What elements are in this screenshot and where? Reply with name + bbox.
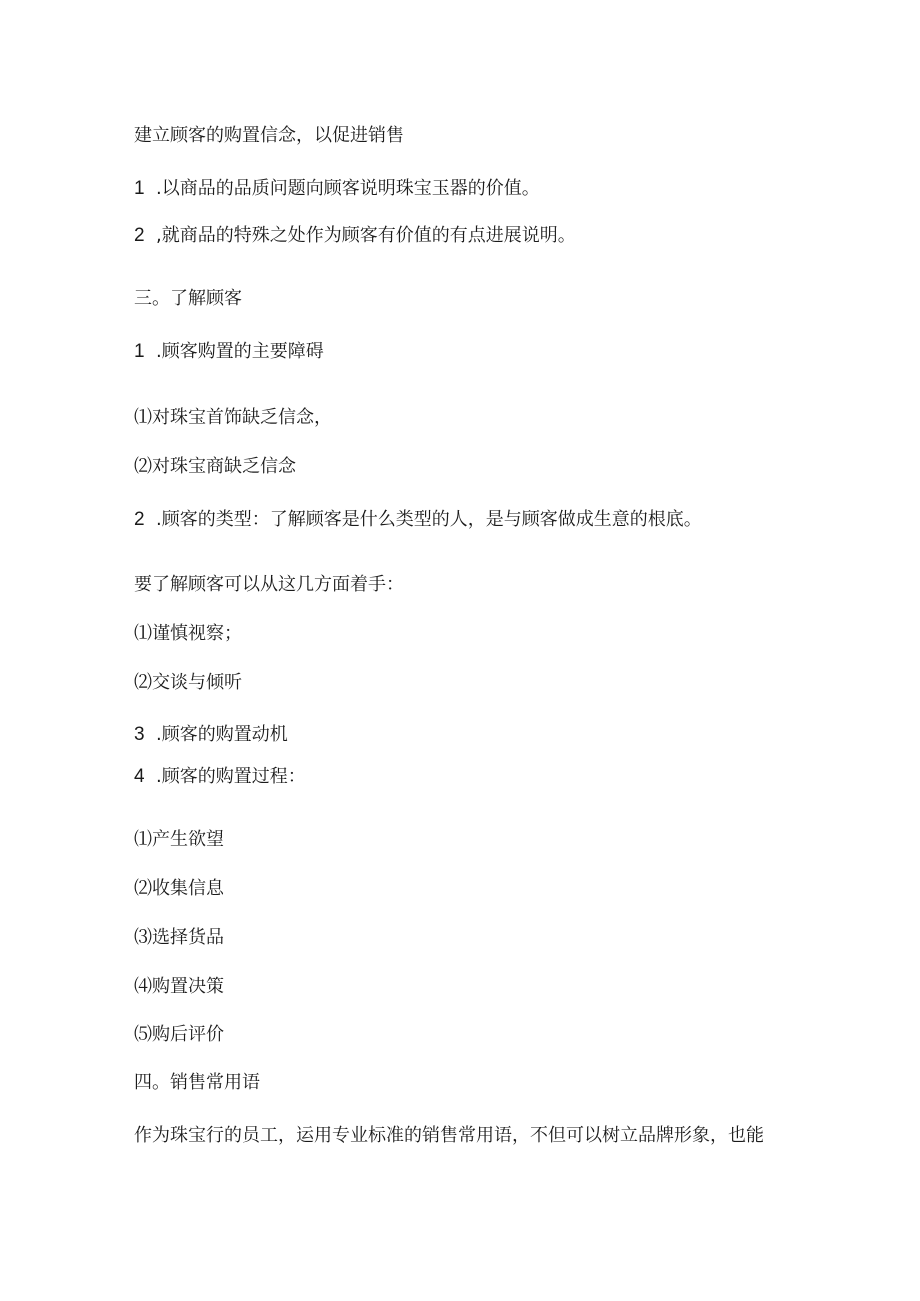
paragraph-purchase-confidence bbox=[134, 124, 404, 148]
paragraph-text: 作为珠宝行的员工，运用专业标准的销售常用语，不但可以树立品牌形象，也能 bbox=[134, 1125, 764, 1146]
section-heading-know-customer bbox=[134, 287, 242, 311]
list-number: 2 bbox=[134, 225, 145, 246]
paragraph-text: 建立顾客的购置信念，以促进销售 bbox=[134, 125, 404, 146]
sub-item-jewelry-confidence bbox=[134, 406, 332, 430]
list-item-special-features bbox=[134, 224, 576, 248]
paragraph-approaches bbox=[134, 573, 404, 597]
list-separator: . bbox=[156, 509, 162, 530]
sub-item-text: ⑶选择货品 bbox=[134, 927, 224, 948]
sub-item-text: ⑸购后评价 bbox=[134, 1024, 224, 1045]
sub-item-desire bbox=[134, 828, 224, 852]
list-text: 顾客购置的主要障碍 bbox=[161, 341, 324, 362]
list-item-quality bbox=[134, 177, 540, 201]
sub-item-text: ⑷购置决策 bbox=[134, 976, 224, 997]
sub-item-collect-info bbox=[134, 877, 224, 901]
heading-text: 四。销售常用语 bbox=[134, 1072, 260, 1093]
list-item-purchase-process bbox=[134, 765, 306, 789]
sub-item-text: ⑴谨慎视察； bbox=[134, 623, 242, 644]
list-number: 1 bbox=[134, 341, 145, 362]
sub-item-evaluation bbox=[134, 1023, 224, 1047]
list-separator: . bbox=[156, 766, 162, 787]
list-number: 3 bbox=[134, 724, 145, 745]
list-text: 以商品的品质问题向顾客说明珠宝玉器的价值。 bbox=[161, 178, 540, 199]
list-separator: , bbox=[156, 225, 162, 246]
sub-item-text: ⑴对珠宝首饰缺乏信念， bbox=[134, 407, 332, 428]
list-number: 4 bbox=[134, 766, 145, 787]
list-item-motivation bbox=[134, 723, 288, 747]
list-separator: . bbox=[156, 724, 162, 745]
list-item-obstacles bbox=[134, 340, 324, 364]
section-heading-sales-phrases bbox=[134, 1071, 260, 1095]
list-separator: . bbox=[156, 178, 162, 199]
list-text: 顾客的购置动机 bbox=[161, 724, 288, 745]
list-text: 顾客的类型：了解顾客是什么类型的人，是与顾客做成生意的根底。 bbox=[161, 509, 702, 530]
sub-item-talk-listen bbox=[134, 671, 242, 695]
list-separator: . bbox=[156, 341, 162, 362]
paragraph-text: 要了解顾客可以从这几方面着手： bbox=[134, 574, 404, 595]
list-text: 顾客的购置过程： bbox=[161, 766, 306, 787]
sub-item-dealer-confidence bbox=[134, 455, 296, 479]
heading-text: 三。了解顾客 bbox=[134, 288, 242, 309]
sub-item-text: ⑵对珠宝商缺乏信念 bbox=[134, 456, 296, 477]
list-number: 1 bbox=[134, 178, 145, 199]
list-text: 就商品的特殊之处作为顾客有价值的有点进展说明。 bbox=[161, 225, 576, 246]
list-item-customer-types bbox=[134, 508, 702, 532]
sub-item-text: ⑴产生欲望 bbox=[134, 829, 224, 850]
list-number: 2 bbox=[134, 509, 145, 530]
sub-item-observe bbox=[134, 622, 242, 646]
sub-item-text: ⑵交谈与倾听 bbox=[134, 672, 242, 693]
sub-item-decision bbox=[134, 975, 224, 999]
sub-item-text: ⑵收集信息 bbox=[134, 878, 224, 899]
paragraph-sales-phrases bbox=[134, 1124, 764, 1148]
sub-item-select-goods bbox=[134, 926, 224, 950]
